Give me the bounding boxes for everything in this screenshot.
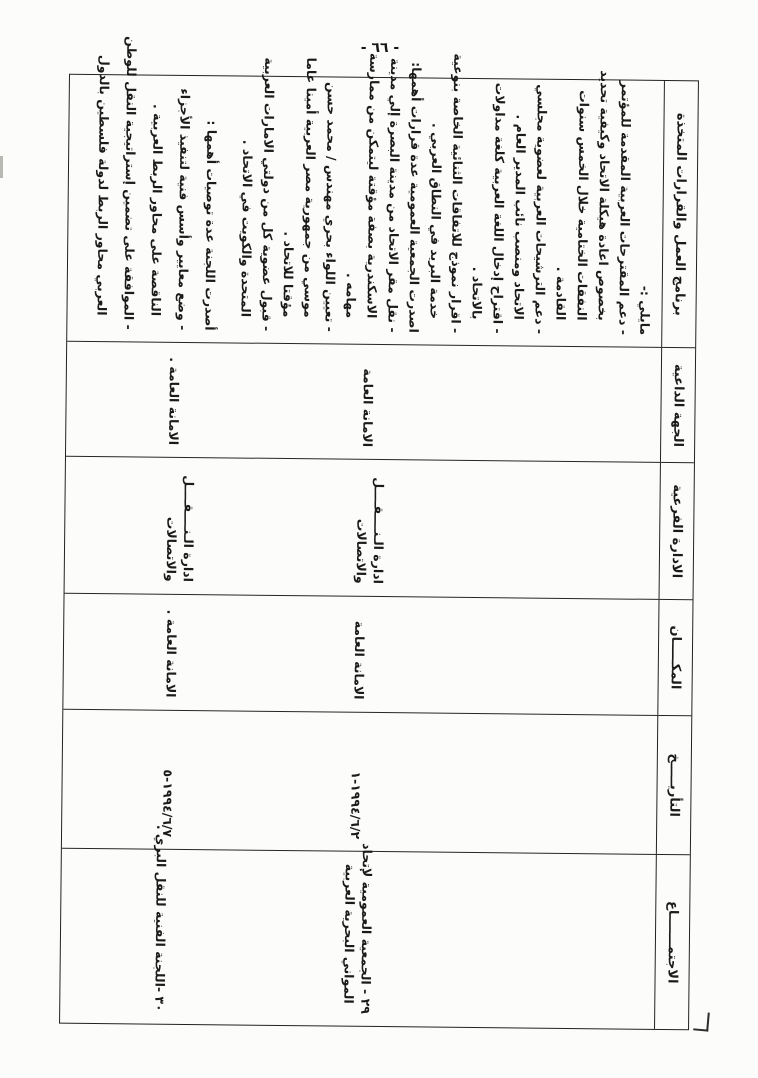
cell-meeting-row30 [151,824,170,1024]
header-date: التأريـــــخ [656,716,691,855]
text-line: - تعيين اللواء بحري مهندس / محمد حسن [322,82,340,332]
date-value: ١٩٩٤/٦/٧-٥ [160,769,176,838]
text-line: العربي محاور الربط لدولة فلسطين بالدول [94,54,113,316]
text-line: موسي من جمهورية مصر العربية أمينا عاما [301,57,320,318]
text-line: الاتحاد ومنصب نائب المدير العام . [511,114,529,320]
cell-date-row29 [347,712,365,851]
scan-artifact-corner-mark [693,1011,710,1031]
header-sub-department: الادارة الفرعية [659,463,694,599]
text-line: - اقتراح إدخال اللغة العربية كلغة مداولات [490,82,508,334]
text-line: خدمة البريد في النطاق العربي . [427,123,445,320]
cell-inviting-party-row30: الامانة العامة . [166,357,183,446]
text-line: - نقل مقر الاتحاد من مدينة البصرة إلي مدينة [385,57,404,333]
text-line: بالاتحاد . [469,266,485,320]
column-inviting-party [66,342,695,463]
column-date [62,709,691,855]
text-line: - دعم الترشيحات العربية لعضوية مجلسي [532,84,550,335]
date-value: ١٩٩٤/٦/٢-١ [347,771,364,840]
text-line: والاتصالات [163,516,180,582]
text-line: الاسكندرية بصفة مؤقتة ليتمكن من ممارسة [364,52,383,319]
text-line: ادارة الـنــــقــــل [180,475,197,583]
text-line: مؤقتا للاتحاد . [280,231,297,318]
cell-place-row29: الامانة العامة [351,620,368,700]
cell-work-program-row29 [235,52,658,347]
column-sub-department [65,457,694,600]
column-date-body [62,709,657,854]
text-line: ادارة الـنــــقــــل [370,477,387,584]
text-line: مايلي :- [637,285,653,336]
cell-sub-department-row29 [353,460,388,596]
text-line: أصدرت اللجنة عدة توصيات أهمها : [202,120,220,331]
text-line: القادمة . [553,266,569,321]
text-line: - الموافقة على تضمين إستراتيجية النقل للوطن [121,36,140,330]
text-line: بخصوص اعادة هيكلة الاتحاد وكيفية تحديد [595,70,614,321]
cell-inviting-party-row29: الامانة العامة [360,368,376,448]
text-line: - قبول عضوية كل من دولتي الامارات العربية [259,57,278,332]
column-meeting-body [60,824,656,1029]
page-number: - ٦٦ - [360,40,400,56]
cell-place-row30: الامانة العامة . [163,609,180,698]
text-line: اصدرت الجمعية العمومية عدة قرارات أهمها: [406,62,425,333]
column-place-body [63,594,658,715]
header-place: المكـــــان [657,600,692,715]
text-line: - وضع معايير وأسس فنية لتنفيذ الأجزاء [175,88,193,331]
text-line: - اقرار نموذج للاتفاقات الثنائية الخاصة بنوعية [448,53,467,334]
text-line: والاتصالات [353,518,370,584]
column-sub-department-body [65,457,660,599]
header-meeting: الاجتمـــــــاع [654,855,690,1029]
cell-work-program-row30 [88,36,226,343]
text-line: النفقات الختامية خلال الخمس سنوات [574,90,592,321]
column-place [63,594,692,716]
text-line: ٣٠ -اللجنة الفنية للنقل البري . [152,824,170,1012]
column-inviting-party-body [66,342,661,462]
text-line: المواني البحرية العربية [341,863,358,1004]
text-line: مهامه . [343,272,359,319]
header-work-program: برنامج العمل والقرارات المتخذة [661,81,698,348]
cell-date-row30 [159,710,177,849]
text-line: ٢٩ - الجمعية العمومية لإتحاد [358,843,375,1014]
header-inviting-party: الجهة الداعية [660,348,695,462]
text-line: - دعم المقترحات العربية المقدمة للمؤتمر [616,80,634,336]
text-line: الناقصة على محاور الربط العربية . [148,103,166,317]
scan-artifact-left-edge-mark [0,156,3,178]
column-meeting [60,824,690,1029]
text-line: المتحدة والكويت في الاتحاد . [238,139,256,318]
cell-sub-department-row30 [163,458,198,594]
cell-meeting-row29 [340,843,376,1026]
